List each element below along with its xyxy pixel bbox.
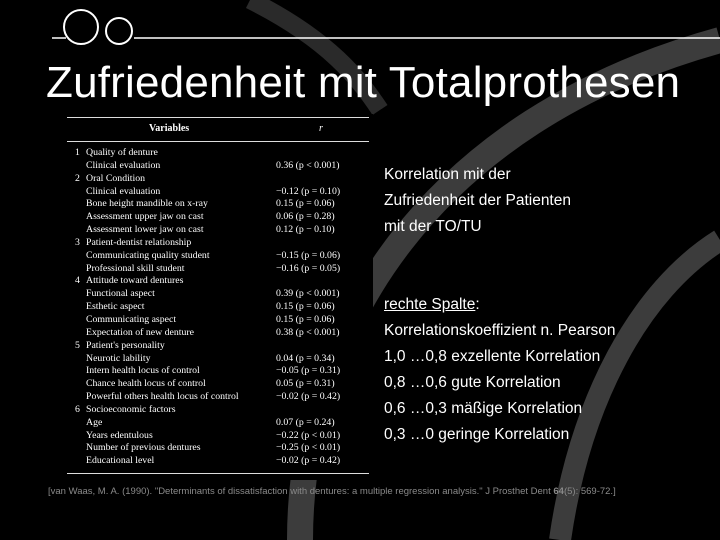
row-correlation-value: −0.12 (p = 0.10) <box>276 185 341 197</box>
row-label: Quality of denture <box>86 147 158 158</box>
text-line-5: Korrelationskoeffizient n. Pearson <box>384 322 616 339</box>
row-correlation-value: 0.15 (p = 0.06) <box>276 313 335 325</box>
table-row <box>63 455 373 468</box>
text-line-6: 1,0 …0,8 exzellente Korrelation <box>384 348 601 365</box>
text-line-9: 0,3 …0 geringe Korrelation <box>384 426 570 443</box>
logo-circle-small <box>106 18 132 44</box>
table-group-row <box>63 237 373 250</box>
row-label: Educational level <box>86 455 155 467</box>
row-label: Assessment upper jaw on cast <box>86 211 204 223</box>
row-correlation-value: 0.12 (p − 0.10) <box>276 224 335 236</box>
table-row <box>63 378 373 391</box>
row-label: Attitude toward dentures <box>86 275 184 287</box>
row-label: Oral Condition <box>86 172 146 184</box>
row-number: 6 <box>75 403 80 415</box>
table-row <box>63 288 373 301</box>
row-label: Patient-dentist relationship <box>86 236 192 248</box>
table-header <box>63 123 373 137</box>
row-label: Esthetic aspect <box>86 301 145 313</box>
correlation-table <box>63 114 373 480</box>
row-label: Years edentulous <box>86 429 153 441</box>
explanation-text <box>384 162 616 448</box>
slide-title: Zufriedenheit mit Totalprothesen <box>46 58 681 107</box>
table-group-row <box>63 340 373 353</box>
row-correlation-value: −0.25 (p < 0.01) <box>276 442 341 454</box>
table-row <box>63 353 373 366</box>
row-label: Chance health locus of control <box>86 378 206 390</box>
table-row <box>63 314 373 327</box>
row-correlation-value: −0.02 (p = 0.42) <box>276 455 341 467</box>
table-row <box>63 442 373 455</box>
text-line-7: 0,8 …0,6 gute Korrelation <box>384 374 561 391</box>
text-line-4 <box>384 292 616 318</box>
table-rule-top <box>67 117 369 118</box>
text-line-8: 0,6 …0,3 mäßige Korrelation <box>384 400 583 417</box>
table-row <box>63 250 373 263</box>
table-rule-header <box>67 141 369 142</box>
citation-text: [van Waas, M. A. (1990). "Determinants of dissatisfaction with dentures: a multiple regression analysis." J Prosthet Dent <box>48 486 554 497</box>
row-correlation-value: −0.16 (p = 0.05) <box>276 262 341 274</box>
row-label: Socioeconomic factors <box>86 403 176 415</box>
table-group-row <box>63 404 373 417</box>
row-correlation-value: 0.05 (p = 0.31) <box>276 378 335 390</box>
table-row <box>63 365 373 378</box>
table-row <box>63 301 373 314</box>
logo-circles <box>0 0 720 60</box>
row-label: Functional aspect <box>86 288 155 300</box>
header-variables: Variables <box>149 123 190 134</box>
row-correlation-value: −0.15 (p = 0.06) <box>276 249 341 261</box>
citation-pages: (5): 569-72.] <box>563 486 616 497</box>
row-label: Age <box>86 416 103 428</box>
row-correlation-value: 0.39 (p < 0.001) <box>276 288 340 300</box>
row-label: Assessment lower jaw on cast <box>86 224 204 236</box>
text-line-2: Zufriedenheit der Patienten <box>384 192 571 209</box>
row-correlation-value: −0.05 (p = 0.31) <box>276 365 341 377</box>
row-label: Communicating quality student <box>86 249 210 261</box>
row-correlation-value: 0.15 (p = 0.06) <box>276 198 335 210</box>
table-row <box>63 186 373 199</box>
row-correlation-value: 0.06 (p = 0.28) <box>276 211 335 223</box>
citation <box>48 486 616 497</box>
table-row <box>63 211 373 224</box>
row-correlation-value: 0.04 (p = 0.34) <box>276 352 335 364</box>
table-group-row <box>63 173 373 186</box>
row-label: Communicating aspect <box>86 313 177 325</box>
row-label: Expectation of new denture <box>86 326 194 338</box>
row-label: Patient's personality <box>86 339 165 351</box>
text-line-3: mit der TO/TU <box>384 218 482 235</box>
row-correlation-value: −0.22 (p < 0.01) <box>276 429 341 441</box>
table-row <box>63 198 373 211</box>
table-row <box>63 417 373 430</box>
row-label: Intern health locus of control <box>86 365 200 377</box>
row-correlation-value: 0.38 (p < 0.001) <box>276 326 340 338</box>
table-row <box>63 263 373 276</box>
row-correlation-value: −0.02 (p = 0.42) <box>276 391 341 403</box>
row-number: 5 <box>75 339 80 351</box>
row-number: 4 <box>75 275 80 287</box>
row-label: Neurotic lability <box>86 352 151 364</box>
table-row <box>63 430 373 443</box>
table-row <box>63 224 373 237</box>
row-correlation-value: 0.15 (p = 0.06) <box>276 301 335 313</box>
text-line-1: Korrelation mit der <box>384 166 511 183</box>
row-correlation-value: 0.36 (p < 0.001) <box>276 159 340 171</box>
row-number: 2 <box>75 172 80 184</box>
row-label: Professional skill student <box>86 262 185 274</box>
row-label: Number of previous dentures <box>86 442 201 454</box>
header-r: r <box>319 123 323 134</box>
row-number: 1 <box>75 147 80 158</box>
table-rule-bottom <box>67 473 369 474</box>
table-body <box>63 147 373 468</box>
table-row <box>63 160 373 173</box>
table-row <box>63 391 373 404</box>
table-row <box>63 327 373 340</box>
citation-volume: 64 <box>553 486 564 497</box>
table-group-row <box>63 275 373 288</box>
row-label: Powerful others health locus of control <box>86 391 239 403</box>
right-column-colon: : <box>475 296 480 313</box>
row-label: Bone height mandible on x-ray <box>86 198 208 210</box>
logo-circle-large <box>64 10 98 44</box>
row-label: Clinical evaluation <box>86 185 161 197</box>
row-number: 3 <box>75 236 80 248</box>
table-group-row <box>63 147 373 160</box>
right-column-label: rechte Spalte <box>384 296 476 313</box>
row-label: Clinical evaluation <box>86 159 161 171</box>
row-correlation-value: 0.07 (p = 0.24) <box>276 416 335 428</box>
